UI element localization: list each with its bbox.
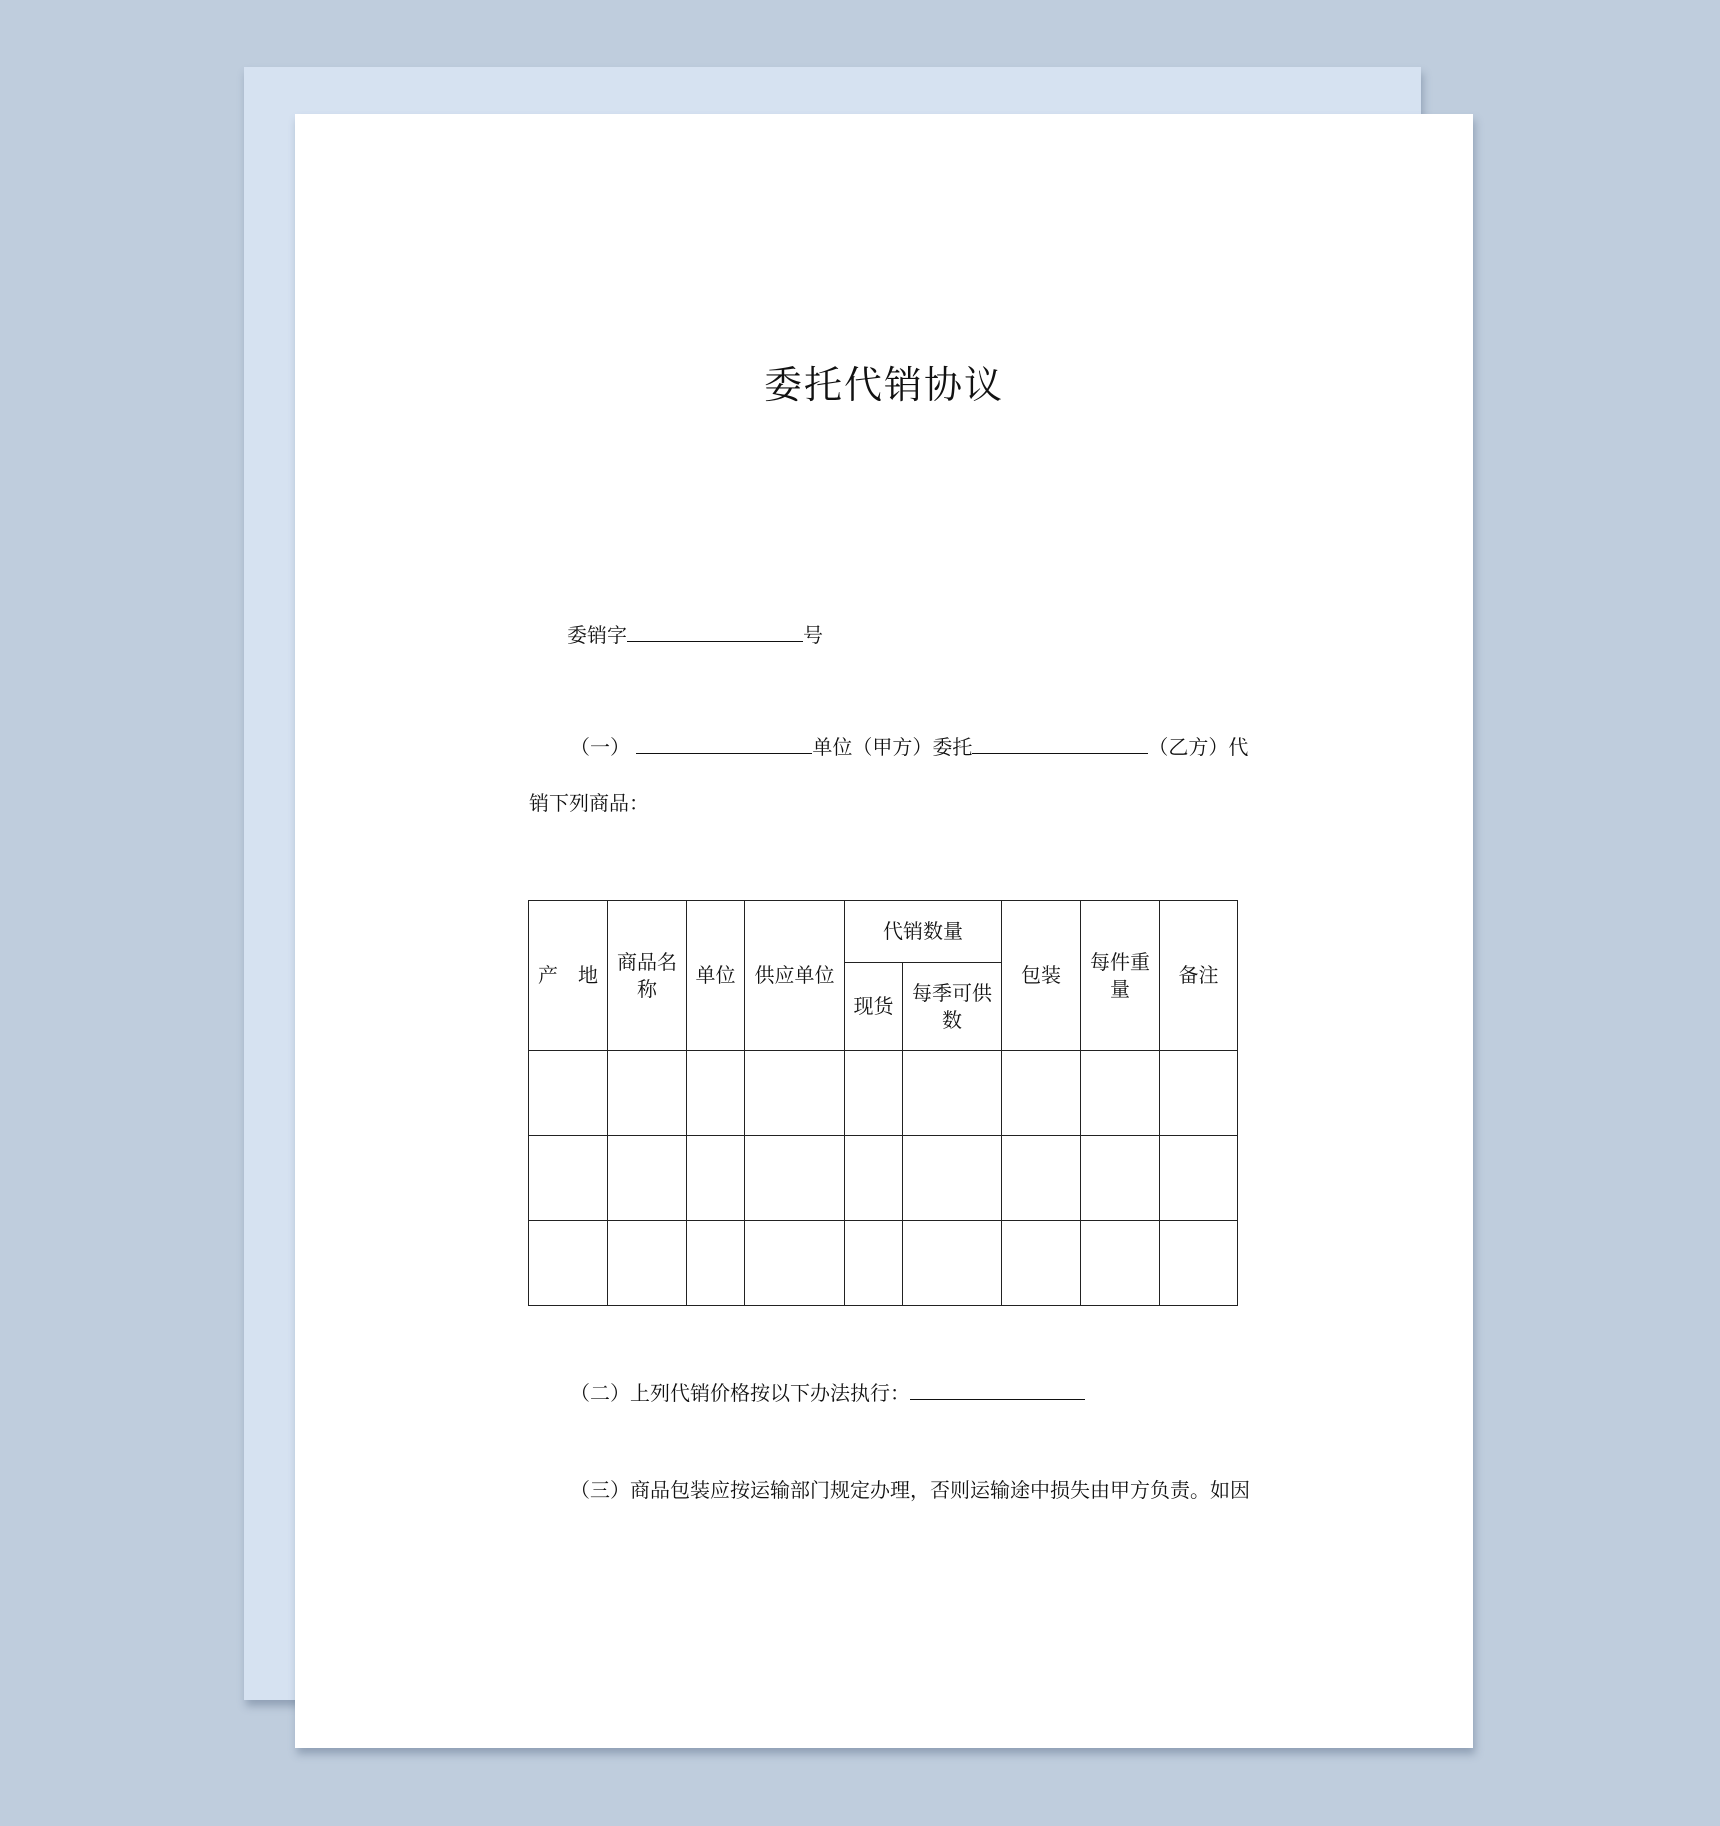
table-cell[interactable] xyxy=(1160,1136,1238,1221)
clause-two-text: （二）上列代销价格按以下办法执行： xyxy=(570,1381,910,1405)
table-cell[interactable] xyxy=(608,1136,687,1221)
table-cell[interactable] xyxy=(687,1051,745,1136)
document-page xyxy=(295,114,1473,1748)
table-cell[interactable] xyxy=(687,1221,745,1306)
table-cell[interactable] xyxy=(903,1051,1002,1136)
table-cell[interactable] xyxy=(845,1051,903,1136)
table-cell[interactable] xyxy=(745,1221,845,1306)
table-cell[interactable] xyxy=(903,1221,1002,1306)
table-cell[interactable] xyxy=(1160,1051,1238,1136)
reference-suffix: 号 xyxy=(803,623,823,647)
reference-number-line xyxy=(567,621,823,649)
clause-three: （三）商品包装应按运输部门规定办理，否则运输途中损失由甲方负责。如因 xyxy=(570,1478,1250,1502)
clause-two xyxy=(570,1379,1085,1407)
clause-one-text-b: （乙方）代 xyxy=(1148,735,1249,759)
table-cell[interactable] xyxy=(845,1136,903,1221)
document-title: 委托代销协议 xyxy=(763,363,1004,407)
header-consign-qty: 代销数量 xyxy=(845,901,1002,963)
table-cell[interactable] xyxy=(687,1136,745,1221)
table-cell[interactable] xyxy=(1081,1136,1160,1221)
table-cell[interactable] xyxy=(529,1051,608,1136)
header-origin: 产 地 xyxy=(529,901,608,1051)
table-cell[interactable] xyxy=(529,1136,608,1221)
table-cell[interactable] xyxy=(745,1051,845,1136)
clause-one-continuation: 销下列商品： xyxy=(529,791,649,815)
clause-one-label: （一） xyxy=(570,735,630,759)
header-weight-per-item: 每件重量 xyxy=(1081,901,1160,1051)
header-remarks: 备注 xyxy=(1160,901,1238,1051)
header-packaging: 包装 xyxy=(1002,901,1081,1051)
header-product-name: 商品名称 xyxy=(608,901,687,1051)
party-a-blank[interactable] xyxy=(636,733,812,754)
party-b-blank[interactable] xyxy=(972,733,1148,754)
table-cell[interactable] xyxy=(1081,1051,1160,1136)
table-cell[interactable] xyxy=(1002,1221,1081,1306)
header-supplier: 供应单位 xyxy=(745,901,845,1051)
table-cell[interactable] xyxy=(1002,1136,1081,1221)
table-cell[interactable] xyxy=(1081,1221,1160,1306)
goods-table xyxy=(528,900,1238,1306)
table-cell[interactable] xyxy=(608,1051,687,1136)
table-row xyxy=(529,1051,1238,1136)
table-cell[interactable] xyxy=(745,1136,845,1221)
table-cell[interactable] xyxy=(529,1221,608,1306)
table-cell[interactable] xyxy=(1002,1051,1081,1136)
clause-one xyxy=(570,733,1248,761)
header-in-stock: 现货 xyxy=(845,963,903,1051)
header-quarterly-supply: 每季可供 数 xyxy=(903,963,1002,1051)
table-cell[interactable] xyxy=(1160,1221,1238,1306)
price-method-blank[interactable] xyxy=(910,1379,1085,1400)
table-cell[interactable] xyxy=(845,1221,903,1306)
clause-one-text-a: 单位（甲方）委托 xyxy=(812,735,973,759)
table-cell[interactable] xyxy=(903,1136,1002,1221)
header-unit: 单位 xyxy=(687,901,745,1051)
reference-number-blank[interactable] xyxy=(627,621,803,642)
table-row xyxy=(529,1136,1238,1221)
reference-prefix: 委销字 xyxy=(567,623,627,647)
table-cell[interactable] xyxy=(608,1221,687,1306)
table-header-row xyxy=(529,901,1238,963)
table-row xyxy=(529,1221,1238,1306)
